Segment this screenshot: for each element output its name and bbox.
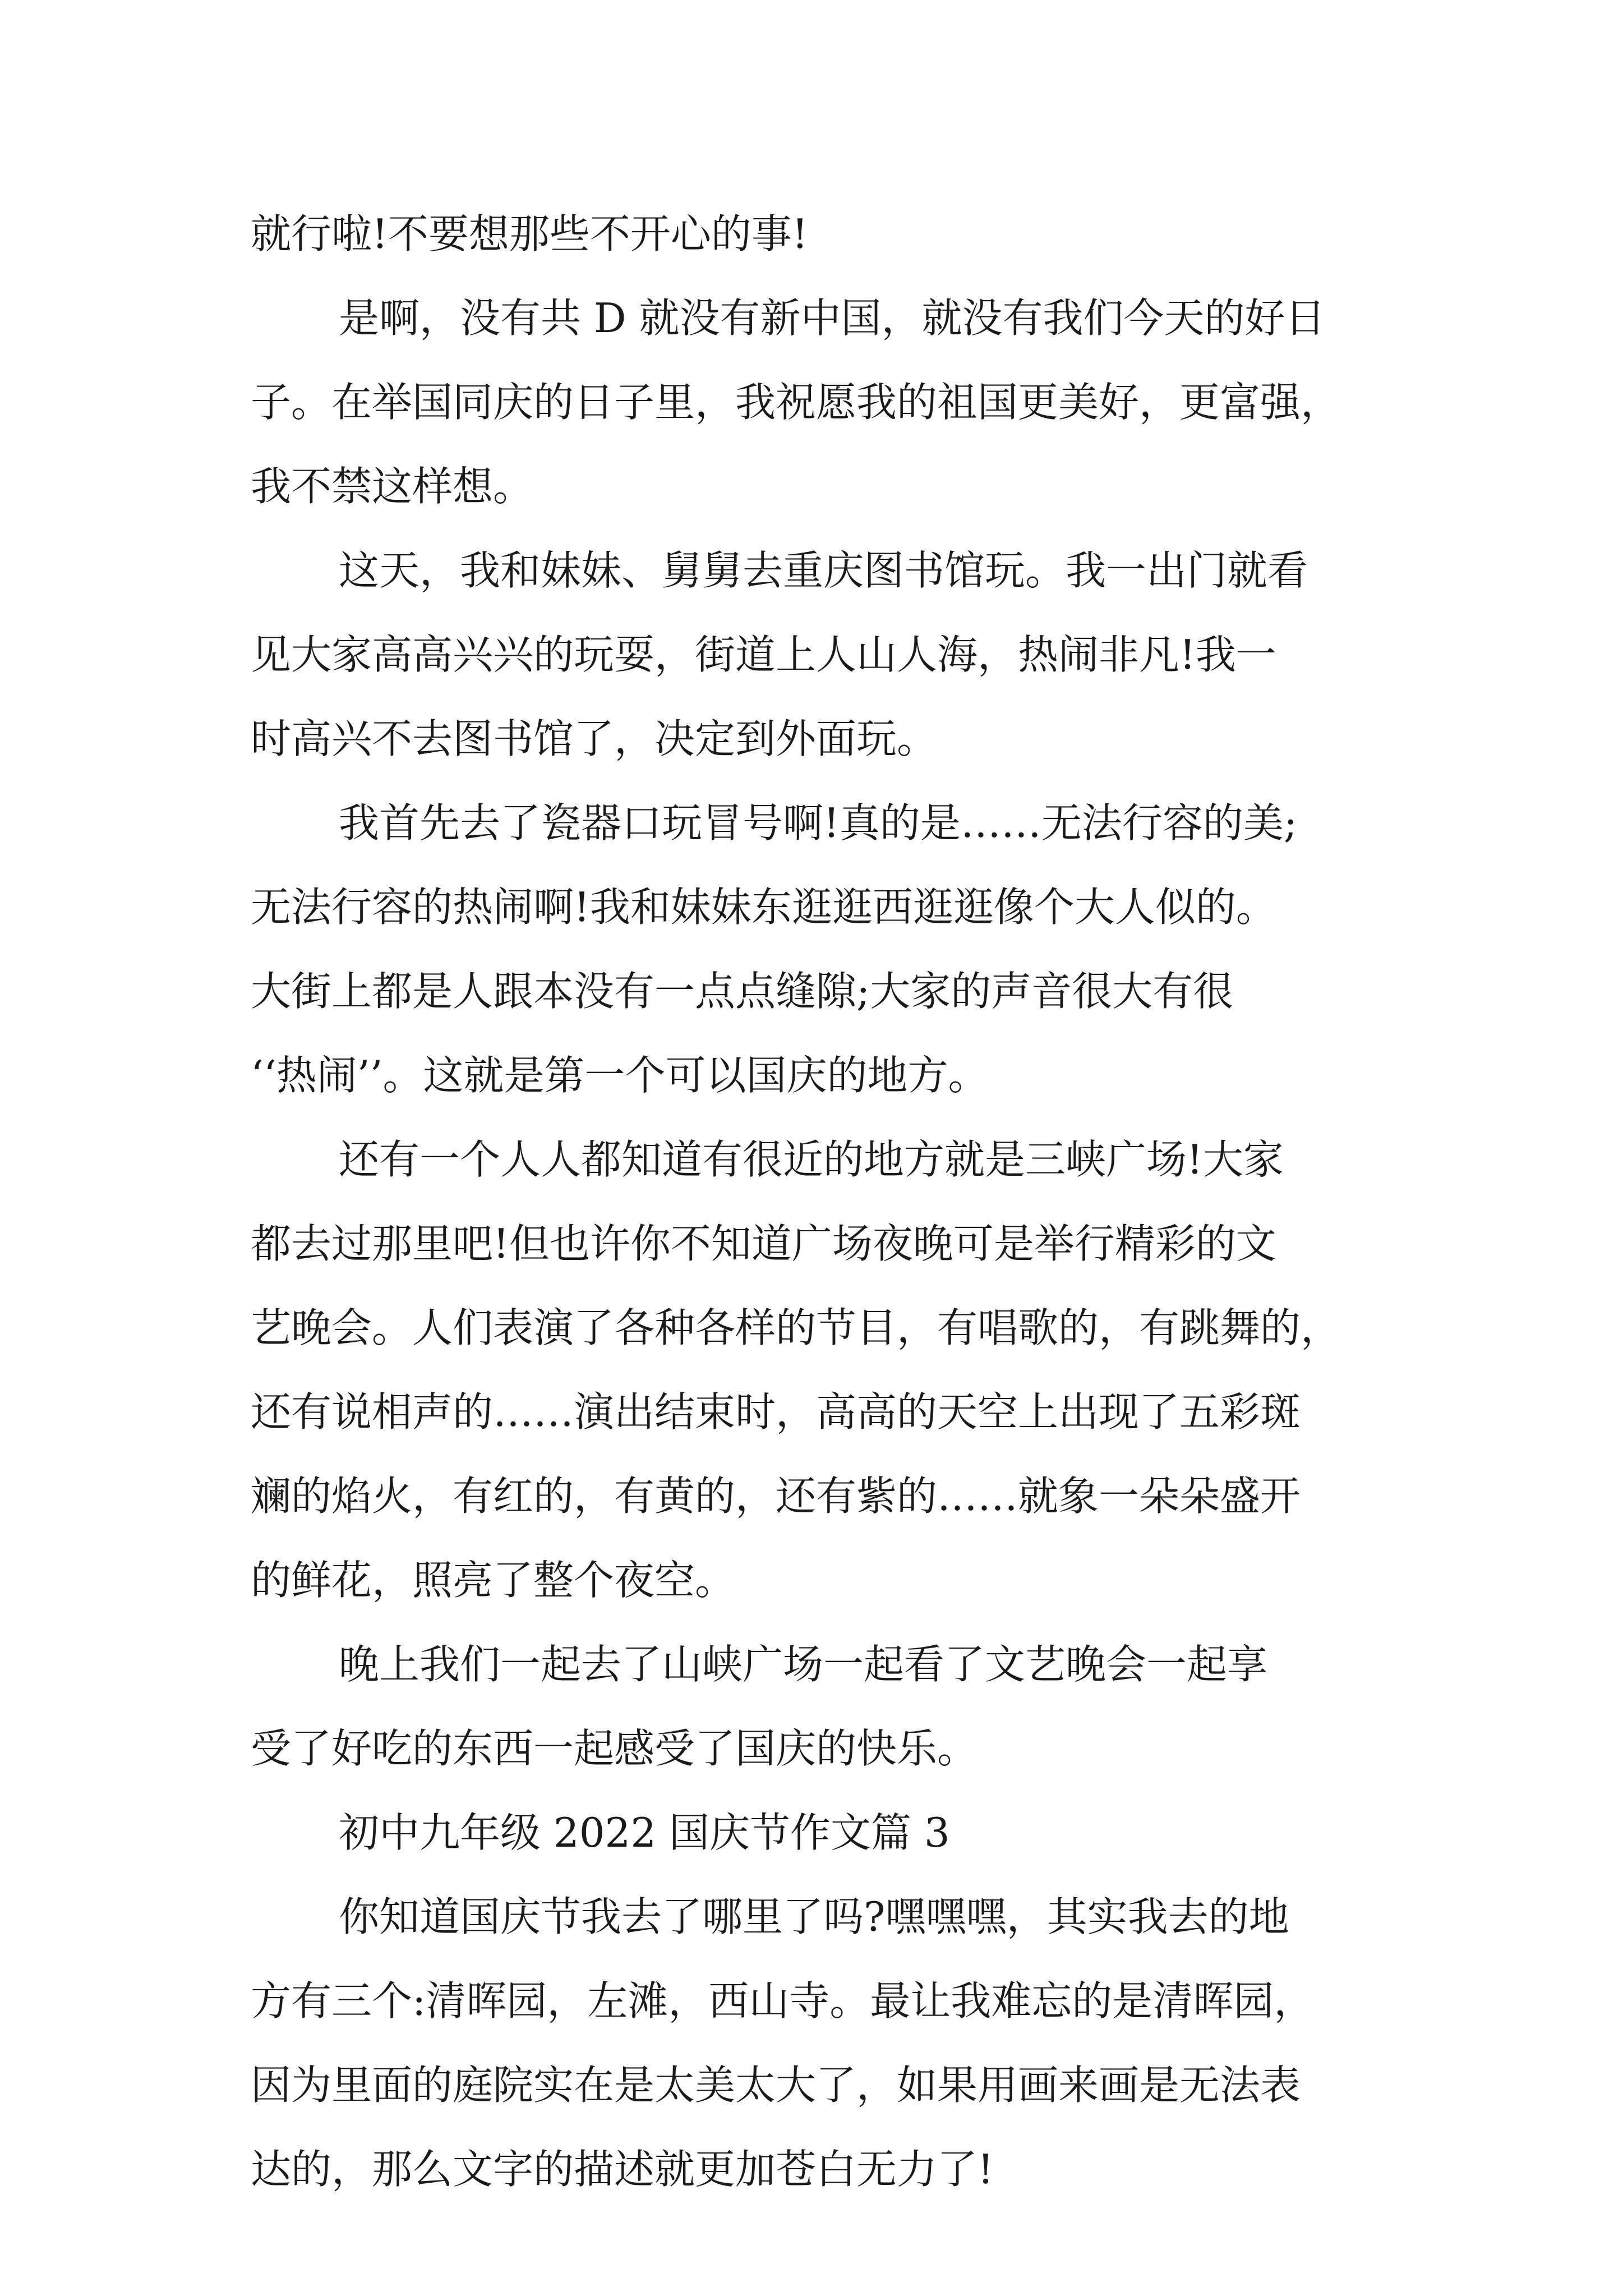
text-line: 就行啦!不要想那些不开心的事! bbox=[251, 210, 808, 257]
text-line: 我首先去了瓷器口玩冒号啊!真的是……无法行容的美; bbox=[339, 799, 1298, 846]
text-line: 大街上都是人跟本没有一点点缝隙;大家的声音很大有很 bbox=[251, 968, 1234, 1015]
text-line: 我不禁这样想。 bbox=[251, 463, 534, 510]
text-line: ‘‘热闹’’。这就是第一个可以国庆的地方。 bbox=[251, 1052, 989, 1099]
text-line: 你知道国庆节我去了哪里了吗?嘿嘿嘿，其实我去的地 bbox=[339, 1893, 1289, 1940]
text-line: 达的，那么文字的描述就更加苍白无力了! bbox=[251, 2146, 994, 2193]
section-heading: 初中九年级 2022 国庆节作文篇 3 bbox=[339, 1809, 950, 1856]
text-line: 见大家高高兴兴的玩耍，街道上人山人海，热闹非凡!我一 bbox=[251, 631, 1276, 678]
text-line: 无法行容的热闹啊!我和妹妹东逛逛西逛逛像个大人似的。 bbox=[251, 884, 1276, 931]
text-line: 子。在举国同庆的日子里，我祝愿我的祖国更美好，更富强， bbox=[251, 379, 1341, 426]
text-line: 因为里面的庭院实在是太美太大了，如果用画来画是无法表 bbox=[251, 2062, 1301, 2109]
text-line: 是啊，没有共 D 就没有新中国，就没有我们今天的好日 bbox=[339, 295, 1326, 342]
text-line: 还有说相声的……演出结束时，高高的天空上出现了五彩斑 bbox=[251, 1388, 1301, 1435]
text-line: 方有三个:清晖园，左滩，西山寺。最让我难忘的是清晖园， bbox=[251, 1977, 1315, 2024]
text-line: 晚上我们一起去了山峡广场一起看了文艺晚会一起享 bbox=[339, 1641, 1268, 1688]
text-line: 都去过那里吧!但也许你不知道广场夜晚可是举行精彩的文 bbox=[251, 1220, 1276, 1267]
text-line: 这天，我和妹妹、舅舅去重庆图书馆玩。我一出门就看 bbox=[339, 547, 1308, 594]
text-line: 艺晚会。人们表演了各种各样的节目，有唱歌的，有跳舞的， bbox=[251, 1304, 1341, 1351]
text-line: 还有一个人人都知道有很近的地方就是三峡广场!大家 bbox=[339, 1136, 1284, 1183]
text-line: 时高兴不去图书馆了，决定到外面玩。 bbox=[251, 715, 938, 762]
text-line: 的鲜花，照亮了整个夜空。 bbox=[251, 1557, 736, 1604]
text-line: 受了好吃的东西一起感受了国庆的快乐。 bbox=[251, 1725, 978, 1772]
text-line: 斓的焰火，有红的，有黄的，还有紫的……就象一朵朵盛开 bbox=[251, 1473, 1301, 1520]
